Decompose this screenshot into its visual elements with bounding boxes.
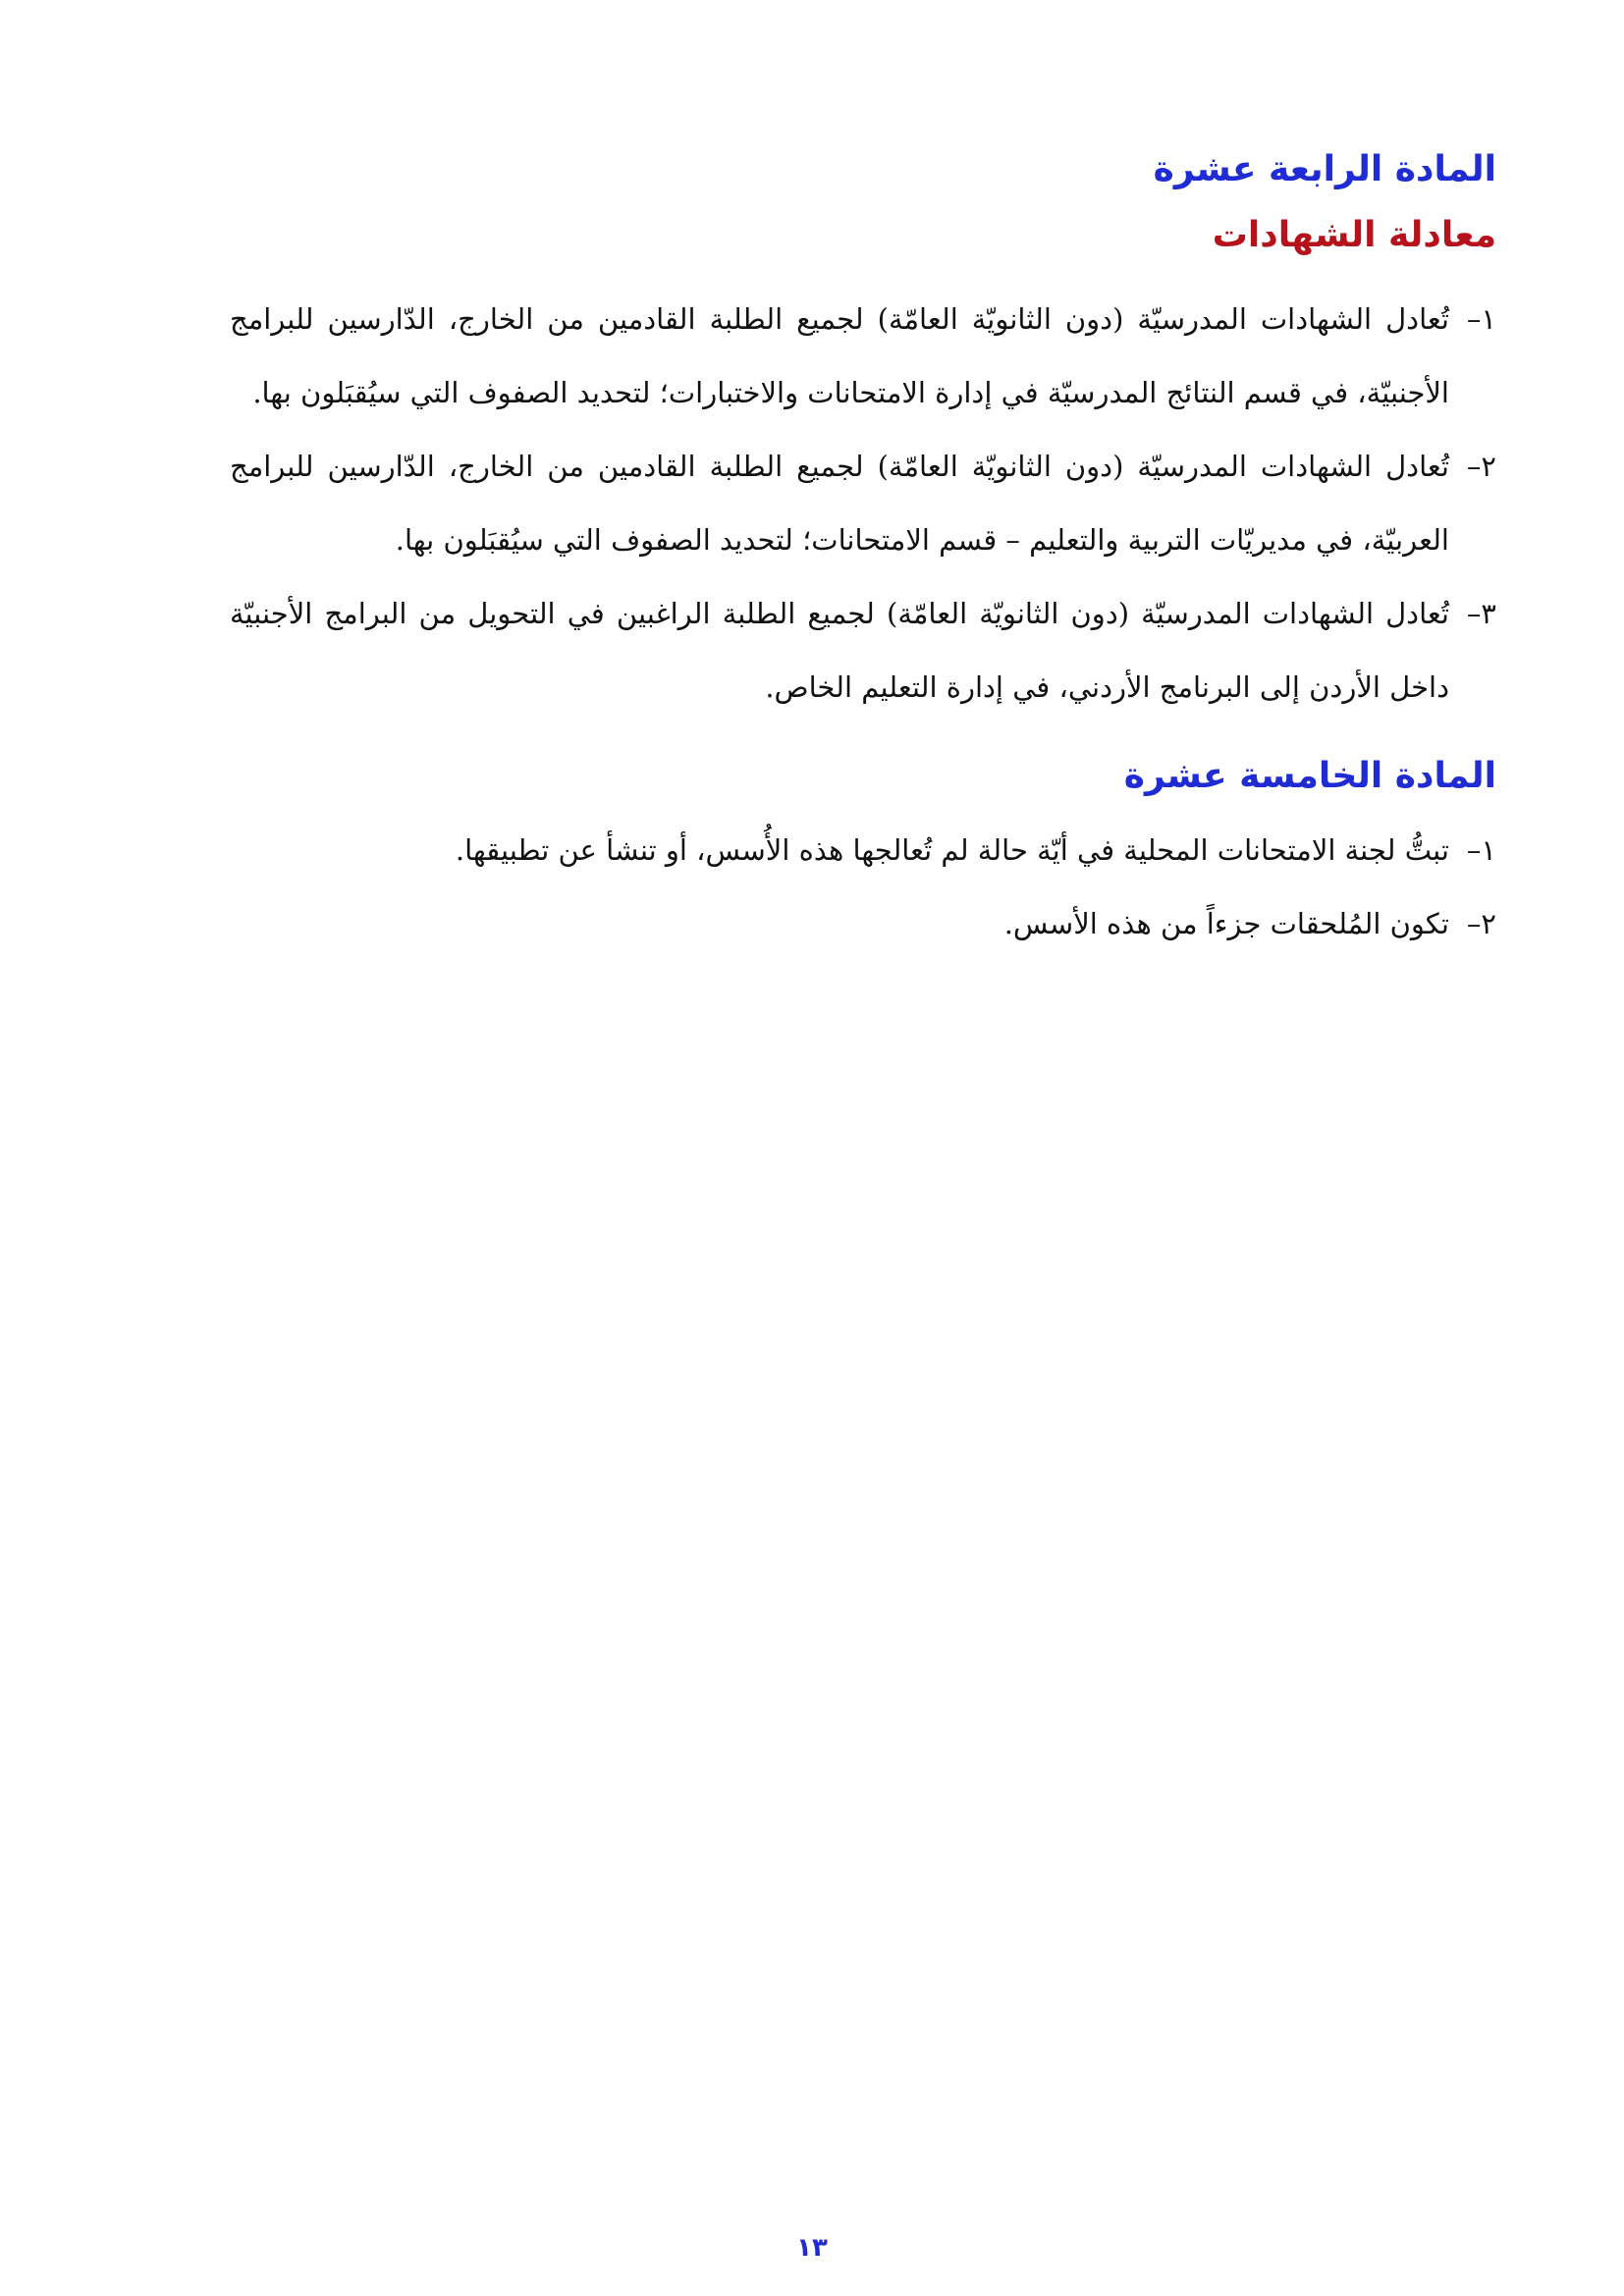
article-14-subtitle: معادلة الشهادات xyxy=(1212,215,1496,255)
clause-text: تُعادل الشهادات المدرسيّة (دون الثانويّة العامّة) لجميع الطلبة القادمين من الخارج، الدّارسين للبرامج العربيّة، في مديريّات التربية والتعليم – قسم الامتحانات؛ لتحديد الصفوف التي سيُقبَلون بها. xyxy=(230,450,1449,557)
article-15-clauses xyxy=(230,814,1496,961)
article-14-clause-1 xyxy=(230,283,1496,430)
clause-number: ٢– xyxy=(1466,907,1496,940)
clause-number: ٢– xyxy=(1466,450,1496,483)
clause-text: تكون المُلحقات جزءاً من هذه الأسس. xyxy=(1003,907,1449,940)
article-14-clauses xyxy=(230,283,1496,724)
clause-text: تُعادل الشهادات المدرسيّة (دون الثانويّة العامّة) لجميع الطلبة الراغبين في التحويل من البرامج الأجنبيّة داخل الأردن إلى البرنامج الأردني، في إدارة التعليم الخاص. xyxy=(230,597,1449,704)
article-15-title: المادة الخامسة عشرة xyxy=(1123,756,1496,796)
article-15-clause-2 xyxy=(230,887,1496,961)
clause-number: ١– xyxy=(1466,302,1496,336)
page-content xyxy=(230,147,1496,961)
article-14-clause-2 xyxy=(230,430,1496,577)
article-14-title: المادة الرابعة عشرة xyxy=(1153,149,1496,189)
clause-number: ٣– xyxy=(1466,597,1496,630)
clause-number: ١– xyxy=(1466,833,1496,867)
article-14-clause-3 xyxy=(230,577,1496,724)
page-number: ١٣ xyxy=(796,2233,828,2263)
article-15-clause-1 xyxy=(230,814,1496,887)
clause-text: تُعادل الشهادات المدرسيّة (دون الثانويّة العامّة) لجميع الطلبة القادمين من الخارج، الدّارسين للبرامج الأجنبيّة، في قسم النتائج المدرسيّة في إدارة الامتحانات والاختبارات؛ لتحديد الصفوف التي سيُقبَلون بها. xyxy=(230,302,1449,409)
clause-text: تبتُّ لجنة الامتحانات المحلية في أيّة حالة لم تُعالجها هذه الأُسس، أو تنشأ عن تطبيقها. xyxy=(455,833,1449,867)
